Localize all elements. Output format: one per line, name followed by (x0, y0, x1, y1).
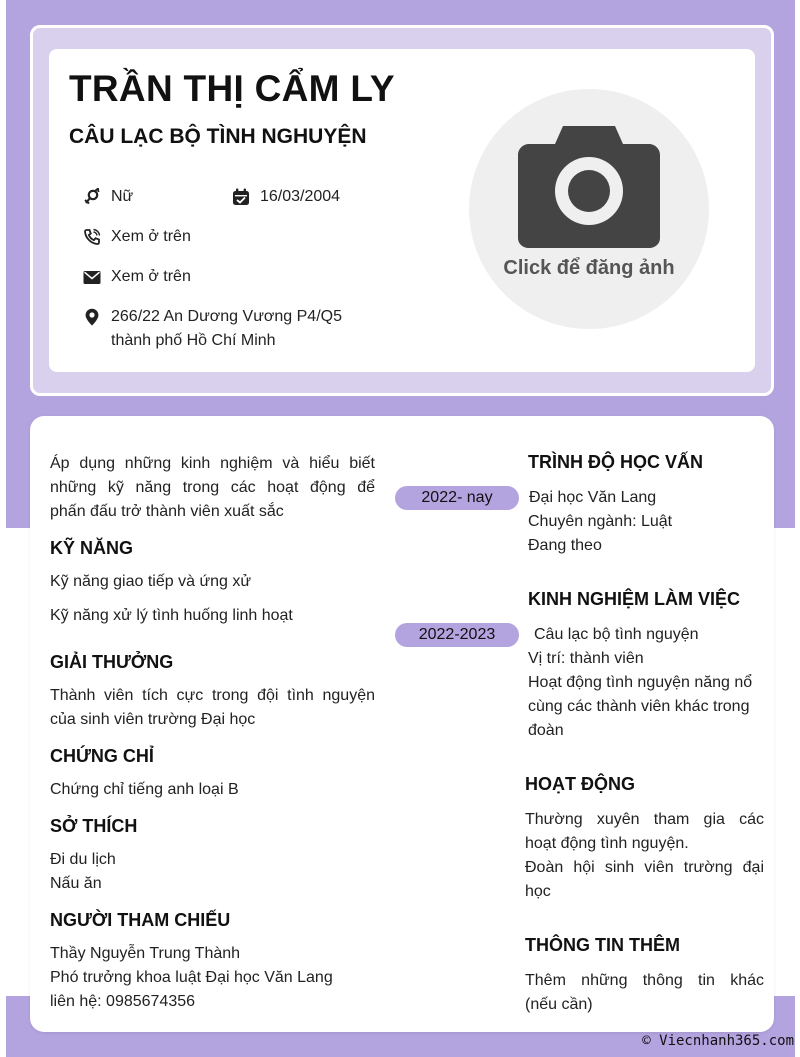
certificate-item[interactable]: Chứng chỉ tiếng anh loại B (50, 781, 239, 798)
calendar-icon (232, 188, 250, 206)
photo-upload[interactable] (469, 89, 709, 329)
candidate-position[interactable]: CÂU LẠC BỘ TÌNH NGHUYỆN (69, 125, 367, 148)
skill-item[interactable]: Kỹ năng xử lý tình huống linh hoạt (50, 607, 293, 624)
gender-value[interactable]: Nữ (111, 188, 134, 205)
activity-line: hoạt động tình nguyện. (525, 835, 689, 852)
email-value[interactable]: Xem ở trên (111, 268, 191, 285)
references-heading[interactable]: NGƯỜI THAM CHIẾU (50, 910, 231, 930)
education-line[interactable]: Đại học Văn Lang (529, 489, 657, 506)
education-line[interactable]: Đang theo (528, 537, 602, 554)
additional-info-line: (nếu cần) (525, 996, 593, 1013)
address-row (83, 305, 342, 353)
birthdate-value[interactable]: 16/03/2004 (260, 188, 341, 205)
additional-info-heading[interactable]: THÔNG TIN THÊM (525, 935, 680, 955)
experience-line[interactable]: cùng các thành viên khác trong (528, 698, 750, 715)
objective-line: Áp dụng những kinh nghiệm và hiểu biết (50, 455, 375, 472)
activity-line: học (525, 883, 551, 900)
reference-line[interactable]: liên hệ: 0985674356 (50, 993, 196, 1010)
education-period-badge[interactable]: 2022- nay (395, 486, 519, 510)
address-value[interactable] (111, 305, 342, 353)
location-icon (83, 308, 101, 326)
activity-line: Đoàn hội sinh viên trường đại (525, 859, 764, 876)
awards-heading[interactable]: GIẢI THƯỞNG (50, 652, 174, 672)
phone-value[interactable]: Xem ở trên (111, 228, 191, 245)
reference-line[interactable]: Thầy Nguyễn Trung Thành (50, 945, 241, 962)
objective-line: những kỹ năng trong các hoạt động để (50, 479, 375, 496)
phone-icon (83, 228, 101, 246)
skill-item[interactable]: Kỹ năng giao tiếp và ứng xử (50, 573, 252, 590)
phone-row (83, 225, 191, 249)
hobbies-heading[interactable]: SỞ THÍCH (50, 816, 138, 836)
award-line: Thành viên tích cực trong đội tình nguyện (50, 687, 375, 704)
gender-icon (83, 188, 101, 206)
address-line-1: 266/22 An Dương Vương P4/Q5 (111, 308, 342, 325)
candidate-name[interactable]: TRẦN THỊ CẨM LY (69, 68, 395, 109)
birthdate-row (232, 185, 340, 209)
activities-block[interactable] (525, 808, 764, 904)
education-heading[interactable]: TRÌNH ĐỘ HỌC VẤN (528, 452, 703, 472)
hobby-item[interactable]: Đi du lịch (50, 851, 116, 868)
reference-line[interactable]: Phó trưởng khoa luật Đại học Văn Lang (50, 969, 333, 986)
activity-line: Thường xuyên tham gia các (525, 811, 764, 828)
award-line: của sinh viên trường Đại học (50, 711, 256, 728)
skills-heading[interactable]: KỸ NĂNG (50, 538, 134, 558)
watermark: © Viecnhanh365.com (642, 1033, 794, 1049)
objective-line: phấn đấu trở thành viên xuất sắc (50, 503, 284, 520)
photo-upload-label: Click để đăng ảnh (503, 257, 675, 279)
experience-period-badge[interactable]: 2022-2023 (395, 623, 519, 647)
certificates-heading[interactable]: CHỨNG CHỈ (50, 746, 154, 766)
email-icon (83, 268, 101, 286)
hobby-item[interactable]: Nấu ăn (50, 875, 102, 892)
experience-line[interactable]: Vị trí: thành viên (528, 650, 644, 667)
gender-row (83, 185, 133, 209)
additional-info-block[interactable] (525, 969, 764, 1017)
experience-heading[interactable]: KINH NGHIỆM LÀM VIỆC (528, 589, 741, 609)
education-line[interactable]: Chuyên ngành: Luật (528, 513, 673, 530)
camera-icon (517, 124, 661, 250)
experience-line[interactable]: đoàn (528, 722, 564, 739)
additional-info-line: Thêm những thông tin khác (525, 972, 764, 989)
experience-line[interactable]: Câu lạc bộ tình nguyện (534, 626, 699, 643)
experience-line[interactable]: Hoạt động tình nguyện năng nổ (528, 674, 753, 691)
activities-heading[interactable]: HOẠT ĐỘNG (525, 774, 635, 794)
award-item[interactable] (50, 684, 375, 732)
email-row (83, 265, 191, 289)
address-line-2: thành phố Hồ Chí Minh (111, 332, 276, 349)
career-objective[interactable] (50, 452, 375, 524)
